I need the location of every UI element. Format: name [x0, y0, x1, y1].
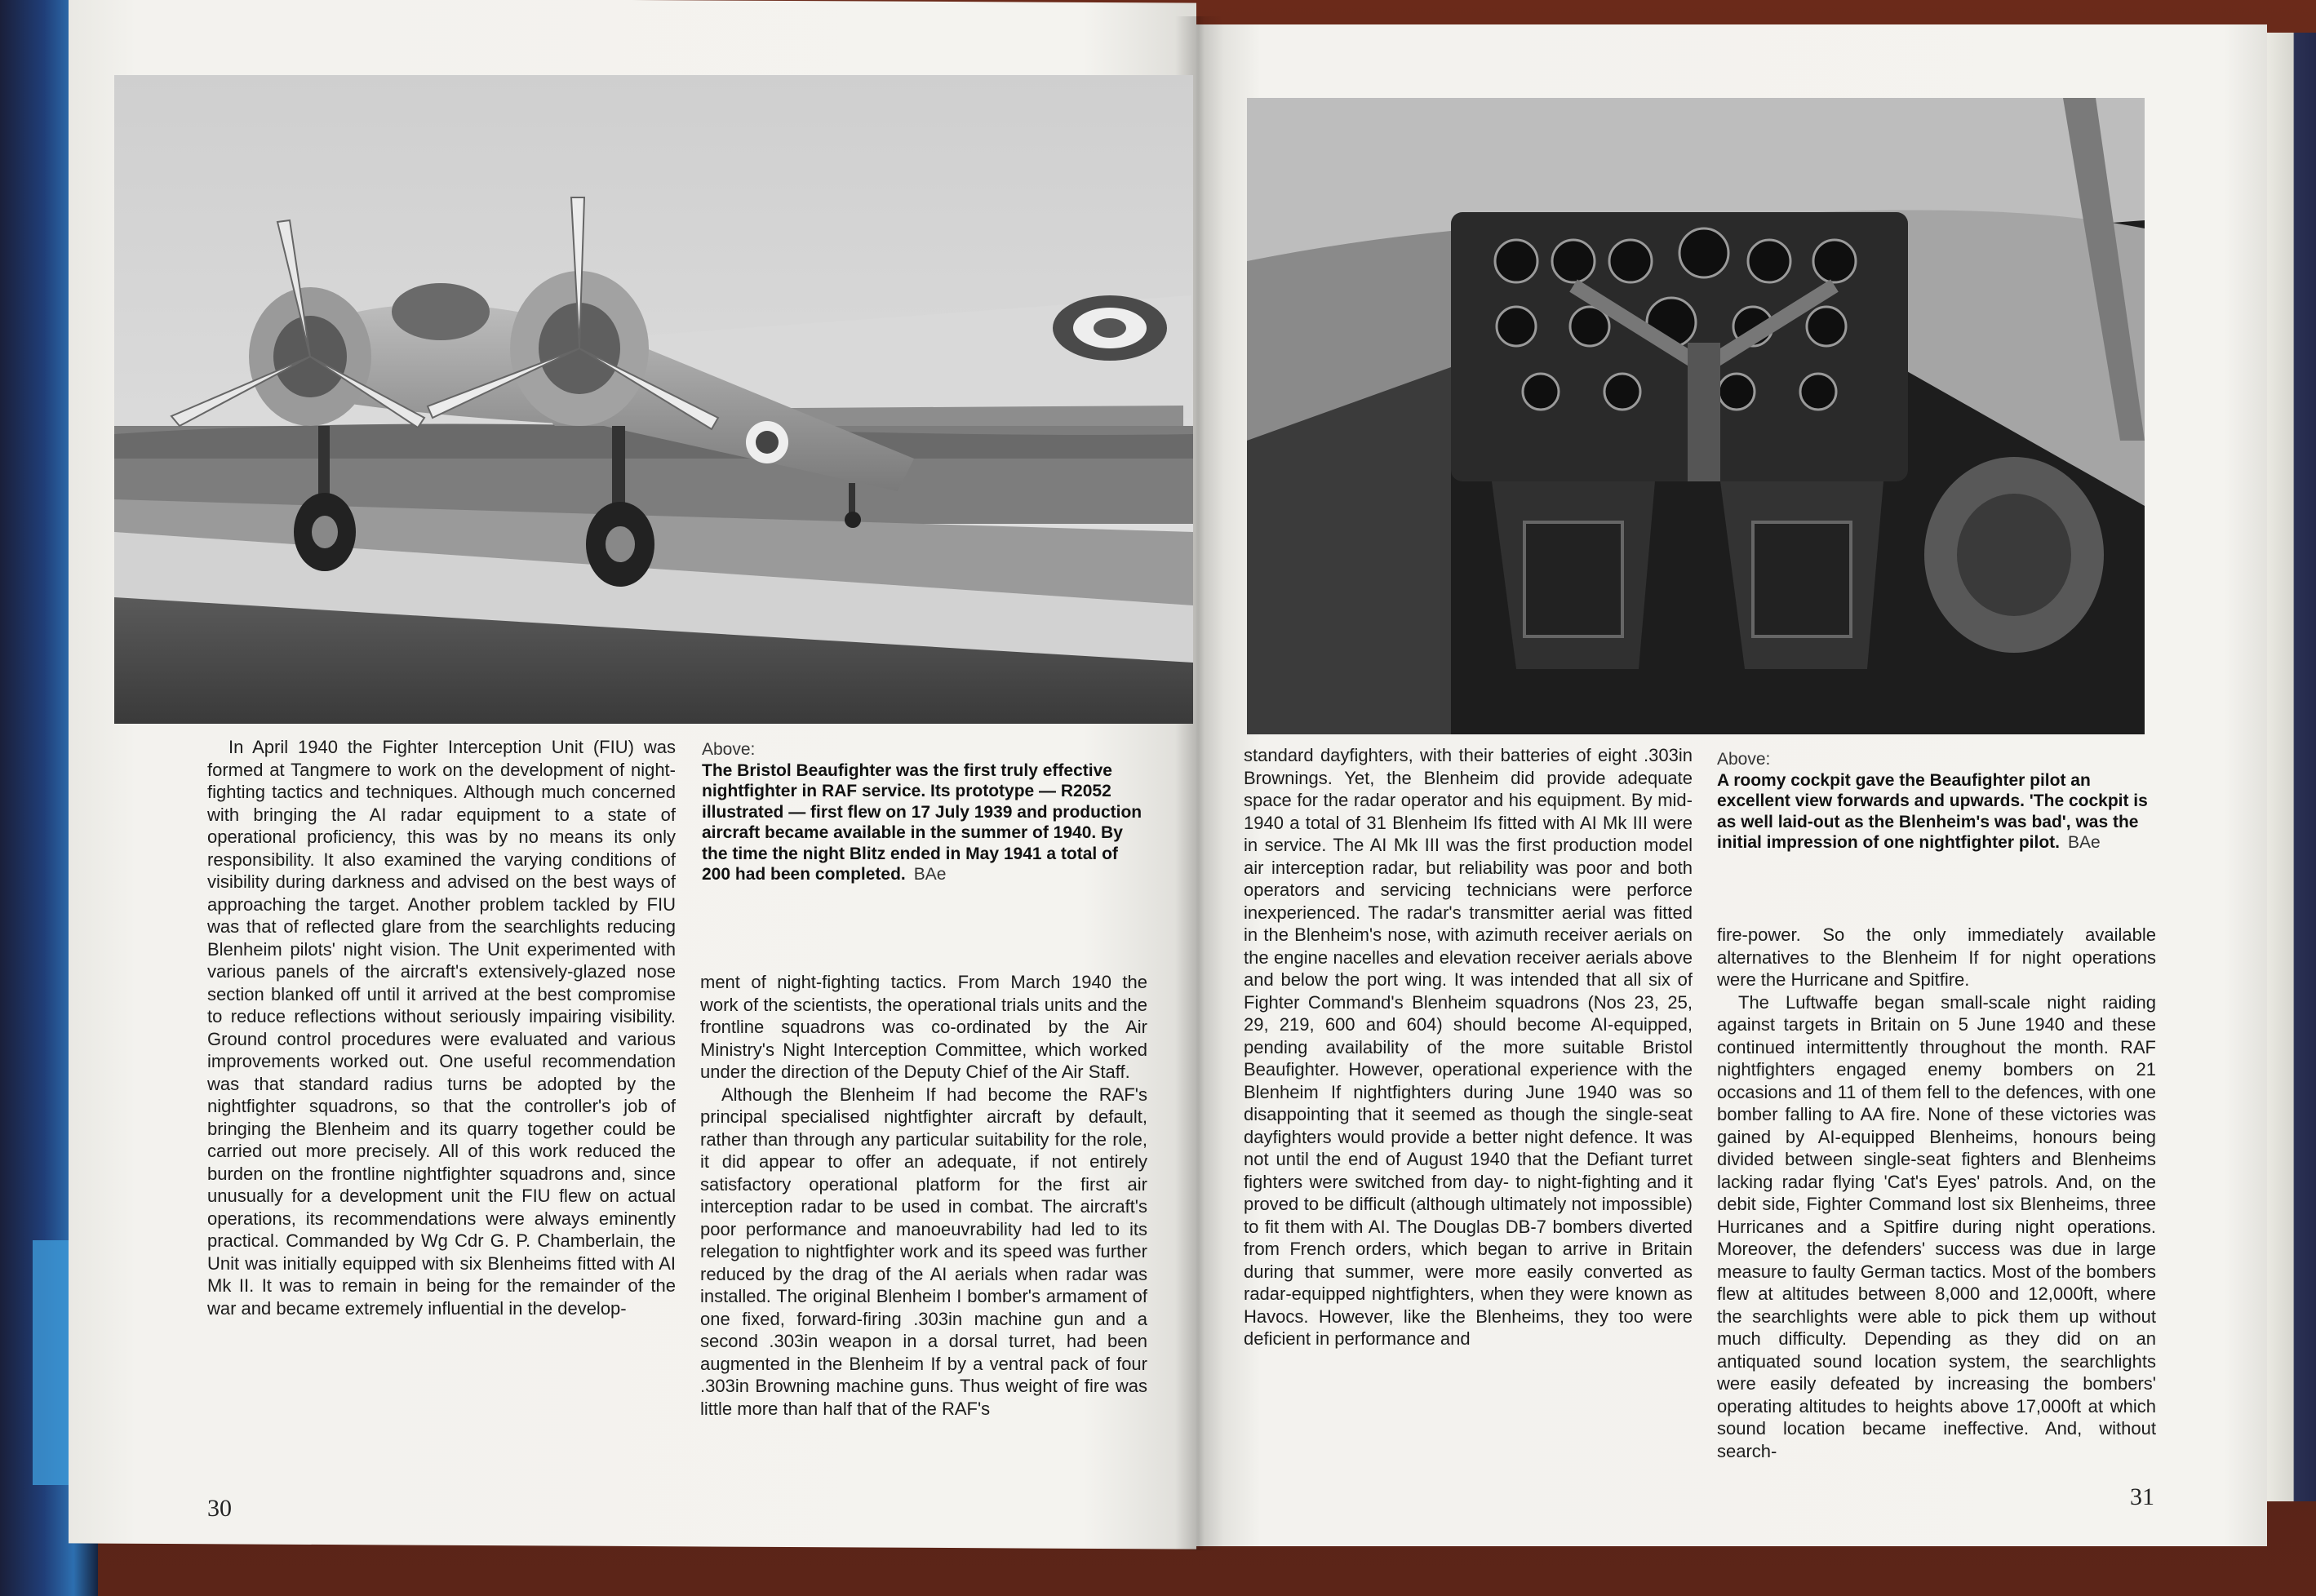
left-page-column-1	[207, 736, 676, 1319]
cockpit-caption	[1717, 749, 2158, 853]
paragraph: In April 1940 the Fighter Interception Unit (FIU) was formed at Tangmere to work on the development of night-fighting tactics and techniques. Although much concerned with bringing the AI radar equipment to a state of operational proficiency, this was by no means its only responsibility. It also examined the varying conditions of visibility during darkness and advised on the best ways of approaching the target. Another problem tackled by FIU was that of reflected glare from the searchlights reducing Blenheim pilots' night vision. The Unit experimented with various panels of the aircraft's extensively-glazed nose section blanked off until it arrived at the best compromise to reduce reflections without seriously impairing visibility. Ground control procedures were evaluated and various improvements worked out. One useful recommendation was that standard radius turns be adopted by the nightfighter squadrons, so that the controller's job of bringing the Blenheim and its quarry together could be carried out more precisely. All of this work reduced the burden on the frontline nightfighter squadrons and, since unusually for a development unit the FIU flew on actual operations, its recommendations were always eminently practical. Commanded by Wg Cdr G. P. Chamberlain, the Unit was initially equipped with six Blenheims fitted with AI Mk II. It was to remain in being for the remainder of the war and became extremely influential in the develop-	[207, 737, 676, 1319]
caption-tag: Above:	[702, 740, 756, 759]
beaufighter-caption	[702, 739, 1149, 885]
photo-credit: BAe	[2068, 833, 2101, 852]
page-number-right: 31	[2130, 1483, 2154, 1510]
paragraph: fire-power. So the only immediately available alternatives to the Blenheim If for night operations were the Hurricane and Spitfire.	[1717, 924, 2156, 990]
caption-text: A roomy cockpit gave the Beaufighter pilot an excellent view forwards and upwards. 'The cockpit is as well laid-out as the Blenheim's was bad', was the initial impression of one nightfighter pilot.	[1717, 770, 2148, 852]
beaufighter-photo	[114, 75, 1193, 724]
right-page-column-2	[1717, 924, 2156, 1462]
paragraph: ment of night-fighting tactics. From March 1940 the work of the scientists, the operational trials units and the frontline squadrons was co-ordinated by the Air Ministry's Night Interception Committee, which worked under the direction of the Deputy Chief of the Air Staff.	[700, 972, 1147, 1082]
left-page-column-2	[700, 971, 1147, 1420]
caption-tag: Above:	[1717, 750, 1771, 769]
paragraph: The Luftwaffe began small-scale night raiding against targets in Britain on 5 June 1940 and these continued intermittently throughout the month. RAF nightfighters engaged enemy bombers on 21 occasions and 11 of them fell to the defences, with one bomber falling to AA fire. None of these victories was gained by AI-equipped Blenheims, honours being divided between single-seat fighters and Blenheims lacking radar flying 'Cat's Eyes' patrols. And, on the debit side, Fighter Command lost six Blenheims, three Hurricanes and a Spitfire during night operations. Moreover, the defenders' success was due in large measure to faulty German tactics. Most of the bombers flew at altitudes between 8,000 and 12,000ft, where the searchlights were able to pick them up without much difficulty. Depending as they did on an antiquated sound location system, the searchlights were easily defeated by increasing the bombers' operating altitudes to heights above 17,000ft at which sound location became ineffective. And, without search-	[1717, 991, 2156, 1461]
right-page-column-1	[1244, 744, 1693, 1350]
paragraph: standard dayfighters, with their batteries of eight .303in Brownings. Yet, the Blenheim did provide adequate space for the radar operator and his equipment. By mid-1940 a total of 31 Blenheim Ifs fitted with AI Mk III were in service. The AI Mk III was the first production model air interception radar, but reliability was poor and both operators and servicing technicians were perforce inexperienced. The radar's transmitter aerial was fitted in the Blenheim's nose, with azimuth receiver aerials on the engine nacelles and elevation receiver aerials above and below the port wing. It was intended that all six of Fighter Command's Blenheim squadrons (Nos 23, 25, 29, 219, 600 and 604) should become AI-equipped, pending availability of the more suitable Bristol Beaufighter. However, operational experience with the Blenheim If nightfighters during June 1940 was so disappointing that it seemed as though the single-seat dayfighters would provide a better night defence. It was not until the end of August 1940 that the Defiant turret fighters were switched from day- to night-fighting and it proved to be difficult (although ultimately not impossible) to fit them with AI. The Douglas DB-7 bombers diverted from French orders, which began to arrive in Britain during that summer, were more easily converted as radar-equipped nightfighters, when they were known as Havocs. However, like the Blenheims, they too were deficient in performance and	[1244, 745, 1693, 1349]
photo-credit: BAe	[913, 865, 947, 884]
caption-text: The Bristol Beaufighter was the first truly effective nightfighter in RAF service. Its prototype — R2052 illustrated — first flew on 17 July 1939 and production aircraft became available in the summer of 1940. By the time the night Blitz ended in May 1941 a total of 200 had been completed.	[702, 760, 1142, 884]
page-number-left: 30	[207, 1495, 232, 1522]
paragraph: Although the Blenheim If had become the RAF's principal specialised nightfighter aircraft by default, rather than through any particular suitability for the role, it did appear to offer an adequate, if not entirely satisfactory operational platform for the first air interception radar to be used in combat. The aircraft's poor performance and manoeuvrability had led to its relegation to nightfighter work and its speed was further reduced by the drag of the AI aerials when radar was installed. The original Blenheim I bomber's armament of one fixed, forward-firing .303in machine gun and a second .303in weapon in a dorsal turret, had been augmented in the Blenheim If by a ventral pack of four .303in Browning machine guns. Thus weight of fire was little more than half that of the RAF's	[700, 1084, 1147, 1419]
cockpit-photo	[1247, 98, 2145, 734]
book-cover-right-edge	[2259, 33, 2316, 1501]
